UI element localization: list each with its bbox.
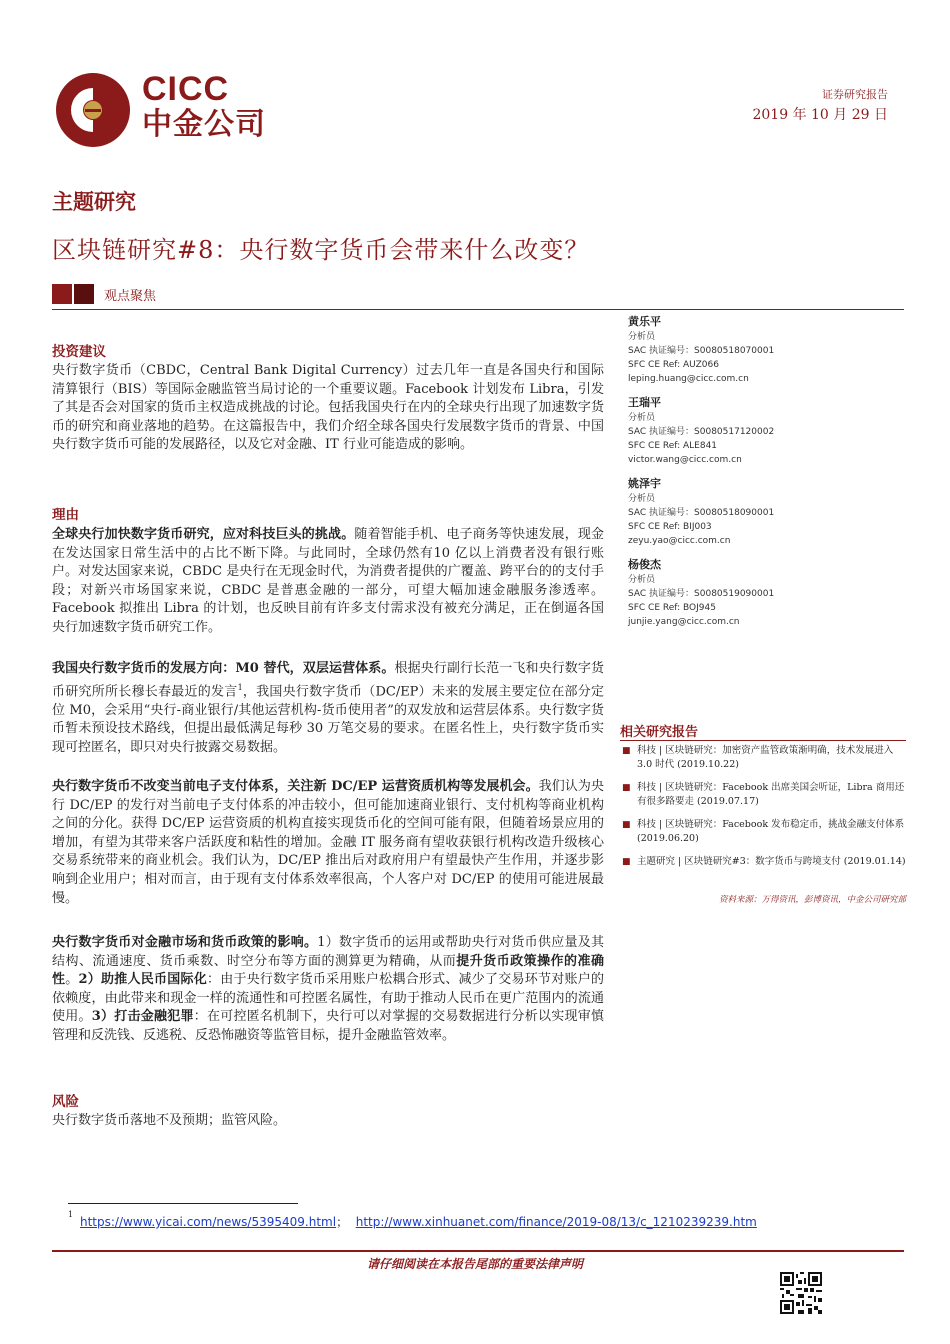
related-divider: [620, 740, 906, 741]
reason-1-lead: 全球央行加快数字货币研究，应对科技巨头的挑战。: [52, 527, 355, 542]
reason-1-text: 随着智能手机、电子商务等快速发展，现金在发达国家日常生活中的占比不断下降。与此同时，全球仍然有10 亿以上消费者没有银行账户。对发达国家来说，CBDC 是央行在无现金时代，为消费者提供的广覆盖、跨平台的的支付手段；对新兴市场国家来说，CBDC 是普惠金融的一部分，可望大幅加速金融服务渗透率。Facebook 拟推出 Libra 的计划，也反映目前有许多支付需求没有被充分满足，正在倒逼各国央行加速数字货币研究工作。: [52, 527, 604, 635]
analyst-card: [628, 313, 908, 386]
reason-4-text-a: 1）数字货币的运用或帮助央行对货币供应量及其结构、流通速度、货币乘数、时空分布等方面的测算更为精确，从而: [52, 935, 604, 969]
bullet-icon: ■: [622, 820, 631, 830]
analyst-card: [628, 394, 908, 467]
analyst-sac: SAC 执证编号：S0080518090001: [628, 508, 775, 518]
reason-paragraph-4: [52, 934, 604, 1046]
footnote: [80, 1213, 757, 1230]
related-item-text: 科技 | 区块链研究：Facebook 出席美国会听证，Libra 商用还有很多路要走 (2019.07.17): [637, 782, 905, 807]
legal-disclaimer: 请仔细阅读在本报告尾部的重要法律声明: [366, 1257, 583, 1271]
footnote-link-2[interactable]: http://www.xinhuanet.com/finance/2019-08/13/c_1210239239.htm: [355, 1215, 757, 1229]
qr-code-icon: [780, 1272, 822, 1314]
footer-divider: [52, 1250, 904, 1252]
analyst-sfc: SFC CE Ref: AUZ066: [628, 360, 719, 370]
reason-4-lead: 央行数字货币对金融市场和货币政策的影响。: [52, 935, 318, 950]
analyst-name: 杨俊杰: [628, 558, 661, 571]
investment-body: 央行数字货币（CBDC，Central Bank Digital Currency）过去几年一直是各国央行和国际清算银行（BIS）等国际金融监管当局讨论的一个重要议题。Facebook 计划发布 Libra，引发了其是否会对国家的货币主权造成挑战的讨论。包括我国央行在内的全球央行出现了加速数字货币的研究和商业落地的趋势。在这篇报告中，我们介绍全球各国央行发展数字货币的背景、中国央行数字货币可能的发展路径，以及它对金融、IT 行业可能造成的影响。: [52, 363, 604, 453]
risk-body: 央行数字货币落地不及预期；监管风险。: [52, 1113, 287, 1128]
analyst-role: 分析员: [628, 413, 656, 423]
report-type: 证券研究报告: [822, 88, 888, 101]
analyst-role: 分析员: [628, 332, 656, 342]
section-label: 主题研究: [52, 189, 136, 214]
analyst-role: 分析员: [628, 575, 656, 585]
analyst-email[interactable]: zeyu.yao@cicc.com.cn: [628, 536, 731, 546]
related-research-list: [620, 744, 906, 878]
analyst-email[interactable]: victor.wang@cicc.com.cn: [628, 455, 742, 465]
analyst-sfc: SFC CE Ref: ALE841: [628, 441, 718, 451]
page-title: 区块链研究#8：央行数字货币会带来什么改变？: [52, 236, 590, 264]
reason-4-bold-b: 提升货币政策操作的准确性: [52, 953, 604, 988]
analyst-sac: SAC 执证编号：S0080517120002: [628, 427, 775, 437]
logo-text-cn: 中金公司: [142, 107, 266, 142]
footnote-divider: [68, 1203, 298, 1204]
reason-2-text-b: ，我国央行数字货币（DC/EP）未来的发展主要定位在部分定位 M0，会采用“央行-商业银行/其他运营机构-货币使用者”的双发放和运营层体系。央行数字货币暂未预设技术路线，但提出最低满足每秒 30 万笔交易的要求。在匿名性上，央行数字货币实现可控匿名，即只对央行披露交易数据。: [52, 683, 604, 755]
bullet-icon: ■: [622, 857, 631, 867]
risk-heading: 风险: [52, 1094, 79, 1110]
analyst-card: [628, 475, 908, 548]
related-item-text: 科技 | 区块链研究：加密资产监管政策渐明确，技术发展进入 3.0 时代 (2019.10.22): [637, 745, 894, 770]
reason-2-lead: 我国央行数字货币的发展方向：M0 替代，双层运营体系。: [52, 661, 395, 676]
related-item[interactable]: [620, 818, 906, 846]
footnote-ref[interactable]: 1: [237, 682, 243, 692]
reason-4-text-b: 。: [65, 972, 79, 988]
footnote-mark: 1: [68, 1210, 74, 1219]
reason-2-text-a: 根据央行副行长范一飞和央行数字货币研究所所长穆长春最近的发言: [52, 661, 604, 699]
header-divider: [52, 309, 904, 310]
analyst-sfc: SFC CE Ref: BOJ945: [628, 603, 716, 613]
analyst-role: 分析员: [628, 494, 656, 504]
related-item-text: 科技 | 区块链研究：Facebook 发布稳定币，挑战金融支付体系 (2019.06.20): [637, 819, 905, 844]
analyst-email[interactable]: leping.huang@cicc.com.cn: [628, 374, 749, 384]
analyst-name: 黄乐平: [628, 315, 661, 328]
report-date: 2019 年 10 月 29 日: [752, 107, 888, 123]
analyst-sac: SAC 执证编号：S0080519090001: [628, 589, 775, 599]
reason-paragraph-3: [52, 778, 604, 908]
reasons-heading: 理由: [52, 507, 79, 523]
bullet-icon: ■: [622, 746, 631, 756]
footnote-link-1[interactable]: https://www.yicai.com/news/5395409.html: [80, 1215, 337, 1229]
footnote-separator: ；: [336, 1215, 349, 1229]
reason-4-text-d: ：在可控匿名机制下，央行可以对掌握的交易数据进行分析以实现审慎管理和反洗钱、反逃税、反恐怖融资等监管目标，提升金融监管效率。: [52, 1009, 604, 1043]
reason-paragraph-1: [52, 526, 604, 638]
cicc-logo-icon: [55, 72, 131, 148]
analyst-sfc: SFC CE Ref: BIJ003: [628, 522, 712, 532]
reason-paragraph-2: [52, 660, 604, 757]
related-source: 资料来源：万得资讯，彭博资讯，中金公司研究部: [718, 895, 906, 905]
viewpoint-label: 观点聚焦: [104, 289, 157, 304]
reason-3-lead: 央行数字货币不改变当前电子支付体系，关注新 DC/EP 运营资质机构等发展机会。: [52, 779, 539, 794]
analyst-email[interactable]: junjie.yang@cicc.com.cn: [628, 617, 740, 627]
reason-4-text-c: ：由于央行数字货币采用账户松耦合形式、减少了交易环节对账户的依赖度，由此带来和现金一样的流通性和可控匿名属性，有助于推动人民币在更广范围内的流通使用。: [52, 972, 604, 1025]
analyst-sac: SAC 执证编号：S0080518070001: [628, 346, 775, 356]
logo-text-en: CICC: [142, 70, 230, 108]
investment-heading: 投资建议: [52, 344, 106, 360]
analyst-block: [628, 313, 908, 629]
analyst-name: 姚泽宇: [628, 477, 661, 490]
related-item[interactable]: [620, 744, 906, 772]
related-research-title: 相关研究报告: [620, 725, 699, 740]
viewpoint-marker: [52, 284, 94, 304]
bullet-icon: ■: [622, 783, 631, 793]
related-item-text: 主题研究 | 区块链研究#3：数字货币与跨境支付 (2019.01.14): [637, 856, 906, 867]
reason-4-bold-d: 3）打击金融犯罪: [91, 1009, 194, 1025]
analyst-name: 王瑞平: [628, 396, 661, 409]
analyst-card: [628, 556, 908, 629]
reason-3-text: 我们认为央行 DC/EP 的发行对当前电子支付体系的冲击较小，但可能加速商业银行、支付机构等商业机构之间的分化。获得 DC/EP 运营资质的机构直接实现货币化的空间可能有限，但随着场景应用的增加，有望为其带来客户活跃度和粘性的增加。金融 IT 服务商有望收获银行机构改造升级核心交易系统带来的商业机会。我们认为，DC/EP 推出后对政府用户有望最快产生作用，并逐步影响到企业用户；相对而言，由于现有支付体系效率很高，个人客户对 DC/EP 的使用可能进展最慢。: [52, 779, 604, 906]
reason-4-bold-c: 2）助推人民币国际化: [78, 972, 207, 988]
related-item[interactable]: [620, 781, 906, 809]
related-item[interactable]: [620, 855, 906, 869]
